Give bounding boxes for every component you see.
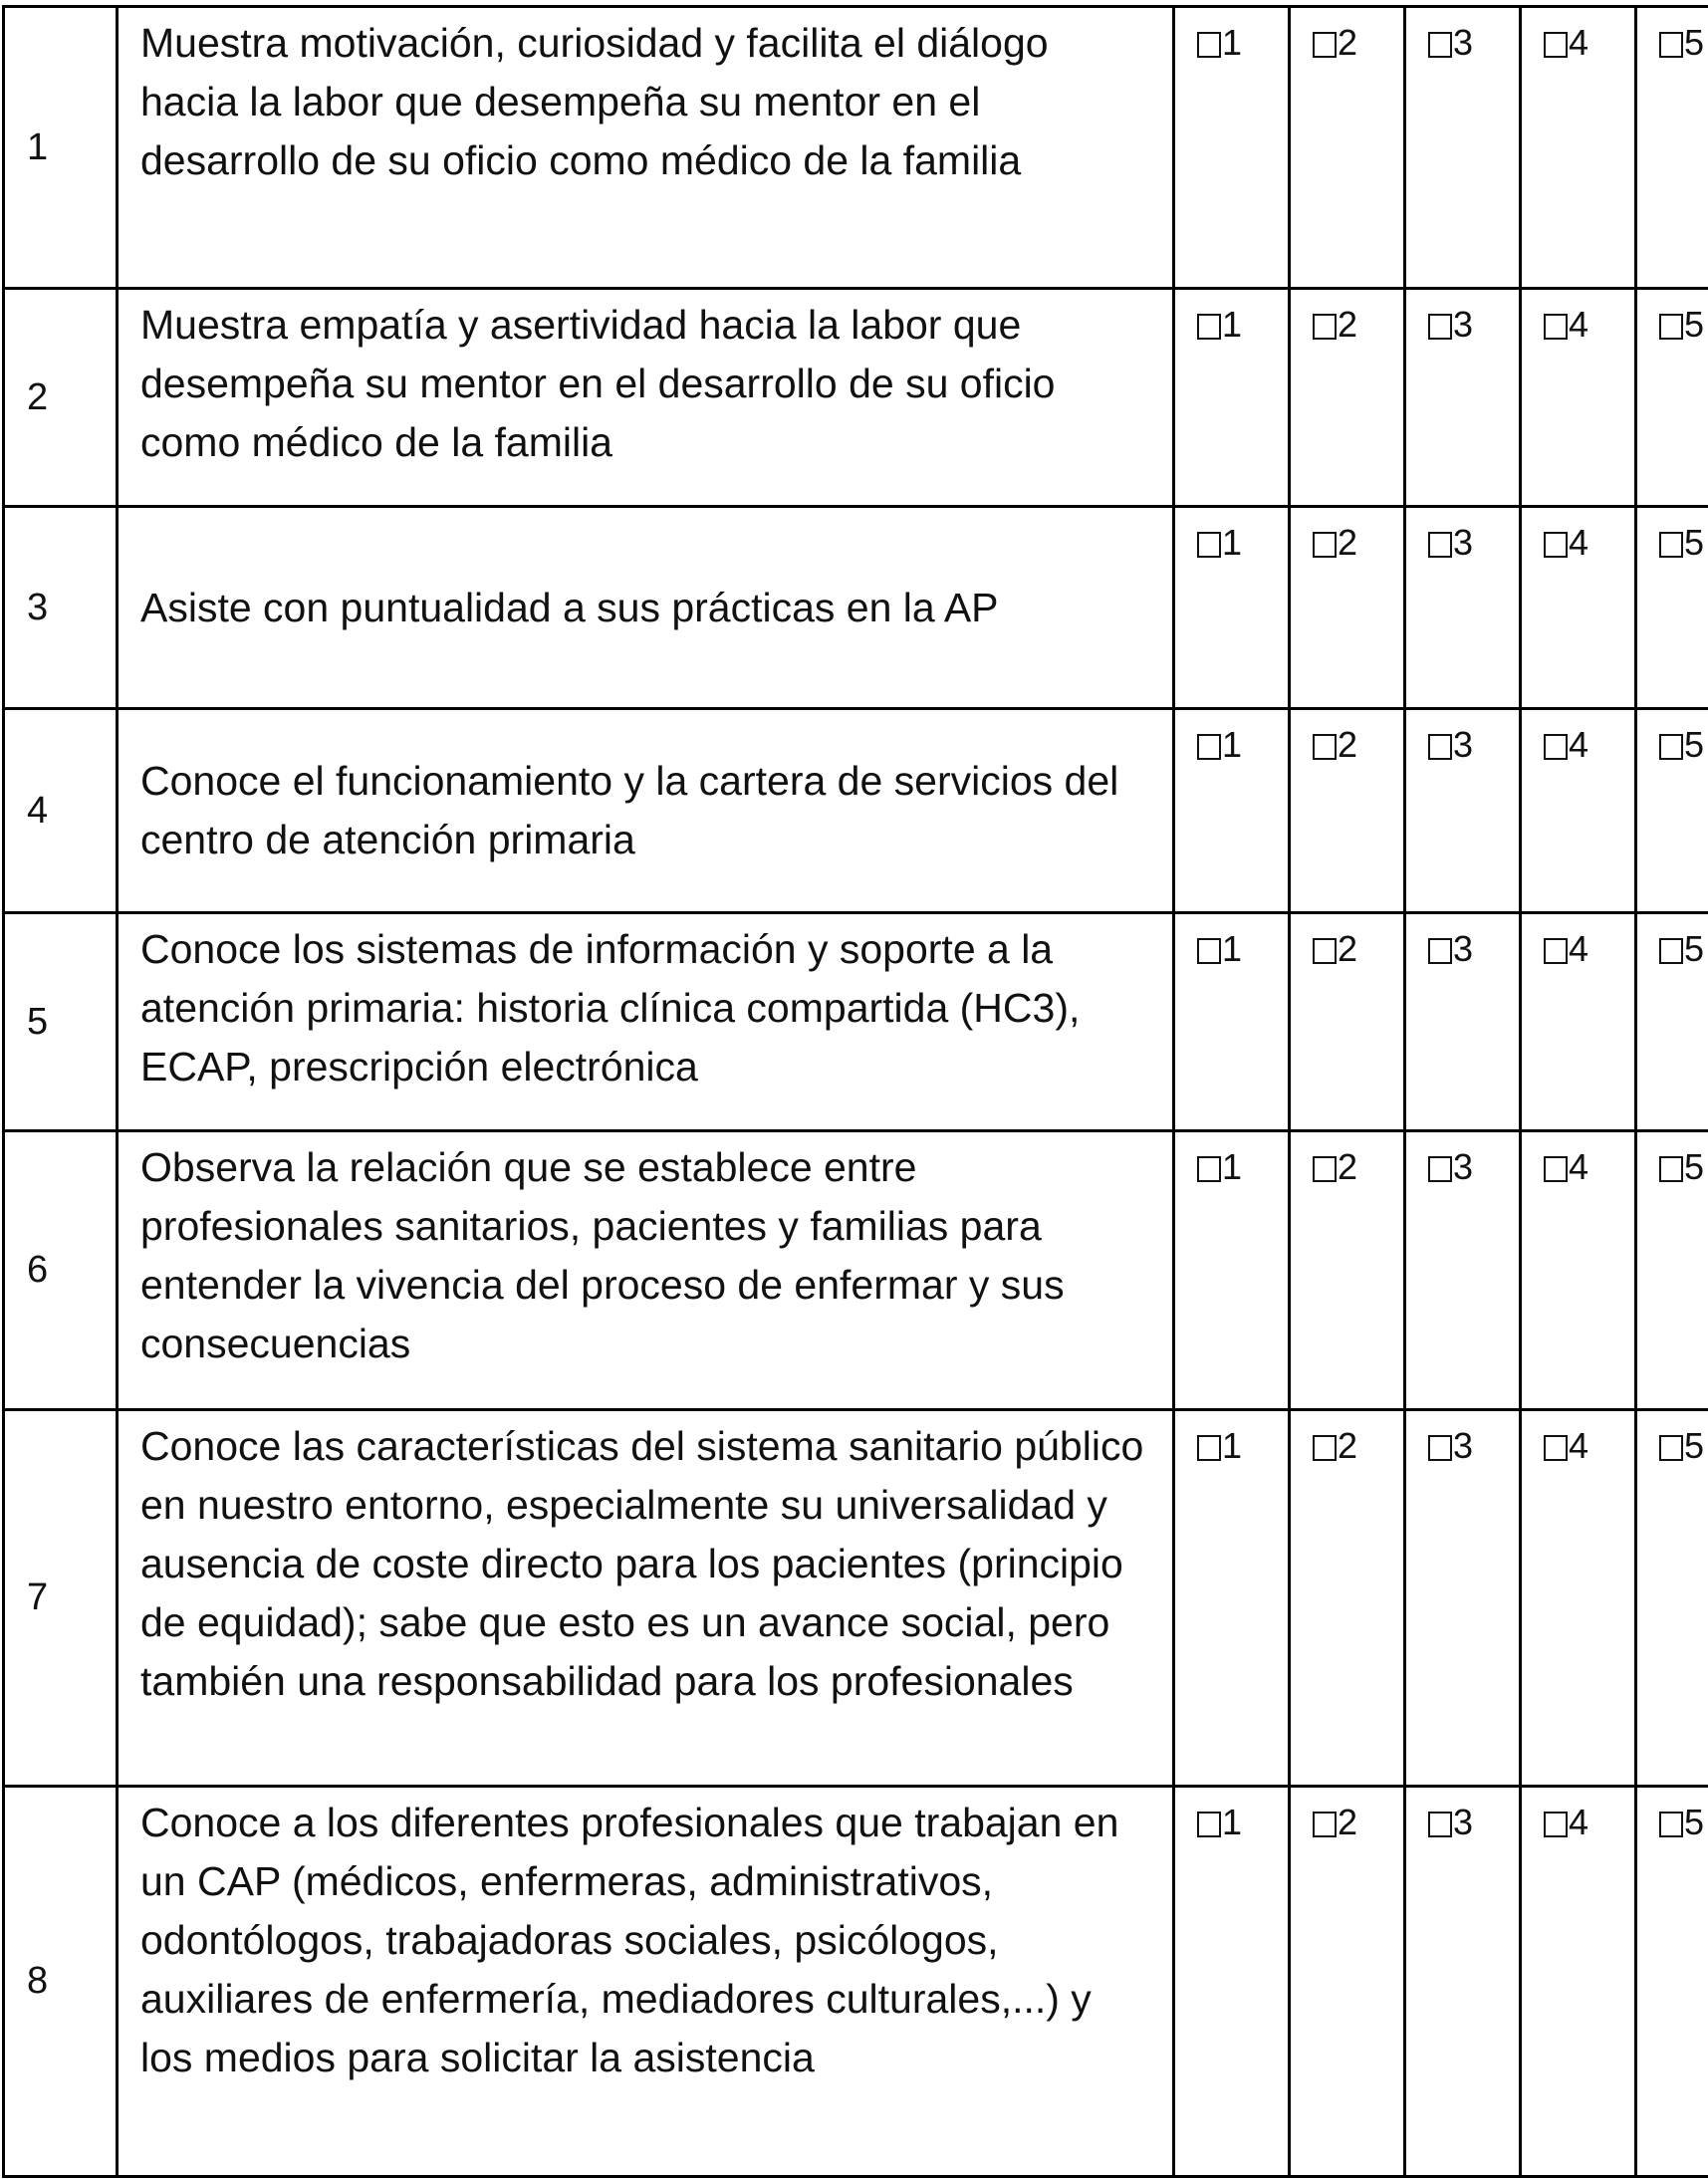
- checkbox-icon[interactable]: [1197, 1156, 1221, 1182]
- table-row: [4, 709, 1708, 913]
- checkbox-icon[interactable]: [1544, 734, 1568, 760]
- table-row: [4, 913, 1708, 1131]
- checkbox-icon[interactable]: [1544, 532, 1568, 558]
- checkbox-icon[interactable]: [1659, 1156, 1683, 1182]
- checkbox-icon[interactable]: [1313, 1435, 1337, 1461]
- rating-option-2[interactable]: 2: [1290, 913, 1405, 1131]
- rating-option-1[interactable]: 1: [1174, 289, 1290, 507]
- checkbox-icon[interactable]: [1197, 314, 1221, 340]
- rating-option-4[interactable]: 4: [1521, 1787, 1636, 2177]
- checkbox-icon[interactable]: [1197, 1812, 1221, 1837]
- checkbox-icon[interactable]: [1197, 938, 1221, 964]
- checkbox-icon[interactable]: [1197, 734, 1221, 760]
- checkbox-icon[interactable]: [1313, 1812, 1337, 1837]
- rating-option-5[interactable]: 5: [1636, 289, 1708, 507]
- table-row: [4, 289, 1708, 507]
- rating-option-4[interactable]: 4: [1521, 1410, 1636, 1787]
- rating-option-1[interactable]: 1: [1174, 1410, 1290, 1787]
- item-number: 5: [4, 913, 118, 1131]
- rating-option-4[interactable]: 4: [1521, 913, 1636, 1131]
- checkbox-icon[interactable]: [1313, 32, 1337, 58]
- item-text: Muestra empatía y asertividad hacia la labor que desempeña su mentor en el desarrollo de su oficio como médico de la familia: [118, 289, 1174, 507]
- item-number: 6: [4, 1131, 118, 1410]
- rating-option-5[interactable]: 5: [1636, 507, 1708, 709]
- rating-option-2[interactable]: 2: [1290, 1131, 1405, 1410]
- rating-table: [2, 5, 1708, 2178]
- rating-option-5[interactable]: 5: [1636, 7, 1708, 289]
- rating-option-4[interactable]: 4: [1521, 1131, 1636, 1410]
- checkbox-icon[interactable]: [1544, 938, 1568, 964]
- item-text: Observa la relación que se establece entre profesionales sanitarios, pacientes y familias para entender la vivencia del proceso de enfermar y sus consecuencias: [118, 1131, 1174, 1410]
- checkbox-icon[interactable]: [1313, 314, 1337, 340]
- checkbox-icon[interactable]: [1428, 32, 1452, 58]
- rating-option-1[interactable]: 1: [1174, 709, 1290, 913]
- checkbox-icon[interactable]: [1428, 1812, 1452, 1837]
- checkbox-icon[interactable]: [1428, 532, 1452, 558]
- rating-option-3[interactable]: 3: [1405, 1787, 1521, 2177]
- checkbox-icon[interactable]: [1197, 1435, 1221, 1461]
- checkbox-icon[interactable]: [1313, 1156, 1337, 1182]
- table-row: [4, 1410, 1708, 1787]
- rating-option-3[interactable]: 3: [1405, 1131, 1521, 1410]
- rating-option-1[interactable]: 1: [1174, 507, 1290, 709]
- rating-option-4[interactable]: 4: [1521, 709, 1636, 913]
- checkbox-icon[interactable]: [1544, 1435, 1568, 1461]
- rating-option-2[interactable]: 2: [1290, 709, 1405, 913]
- checkbox-icon[interactable]: [1313, 532, 1337, 558]
- rating-option-5[interactable]: 5: [1636, 1131, 1708, 1410]
- checkbox-icon[interactable]: [1659, 938, 1683, 964]
- rating-option-2[interactable]: 2: [1290, 1410, 1405, 1787]
- rating-option-3[interactable]: 3: [1405, 913, 1521, 1131]
- checkbox-icon[interactable]: [1313, 938, 1337, 964]
- item-text: Asiste con puntualidad a sus prácticas en la AP: [118, 507, 1174, 709]
- table-row: [4, 1787, 1708, 2177]
- item-number: 1: [4, 7, 118, 289]
- rating-option-5[interactable]: 5: [1636, 1787, 1708, 2177]
- checkbox-icon[interactable]: [1428, 1435, 1452, 1461]
- item-text: Conoce el funcionamiento y la cartera de servicios del centro de atención primaria: [118, 709, 1174, 913]
- checkbox-icon[interactable]: [1659, 734, 1683, 760]
- rating-option-2[interactable]: 2: [1290, 7, 1405, 289]
- item-text: Conoce a los diferentes profesionales que trabajan en un CAP (médicos, enfermeras, administrativos, odontólogos, trabajadoras sociales, psicólogos, auxiliares de enfermería, mediadores culturales,...) y los medios para solicitar la asistencia: [118, 1787, 1174, 2177]
- item-text: Conoce los sistemas de información y soporte a la atención primaria: historia clínica compartida (HC3), ECAP, prescripción electrónica: [118, 913, 1174, 1131]
- checkbox-icon[interactable]: [1659, 314, 1683, 340]
- rating-option-4[interactable]: 4: [1521, 289, 1636, 507]
- rating-option-4[interactable]: 4: [1521, 507, 1636, 709]
- rating-option-5[interactable]: 5: [1636, 709, 1708, 913]
- table-row: [4, 7, 1708, 289]
- rating-option-2[interactable]: 2: [1290, 507, 1405, 709]
- rating-option-2[interactable]: 2: [1290, 1787, 1405, 2177]
- item-text: Muestra motivación, curiosidad y facilita el diálogo hacia la labor que desempeña su mentor en el desarrollo de su oficio como médico de la familia: [118, 7, 1174, 289]
- checkbox-icon[interactable]: [1428, 1156, 1452, 1182]
- checkbox-icon[interactable]: [1659, 1812, 1683, 1837]
- checkbox-icon[interactable]: [1428, 314, 1452, 340]
- checkbox-icon[interactable]: [1659, 532, 1683, 558]
- item-text: Conoce las características del sistema sanitario público en nuestro entorno, especialmente su universalidad y ausencia de coste directo para los pacientes (principio de equidad); sabe que esto es un avance social, pero también una responsabilidad para los profesionales: [118, 1410, 1174, 1787]
- checkbox-icon[interactable]: [1544, 314, 1568, 340]
- checkbox-icon[interactable]: [1313, 734, 1337, 760]
- rating-option-1[interactable]: 1: [1174, 1131, 1290, 1410]
- checkbox-icon[interactable]: [1197, 532, 1221, 558]
- rating-option-3[interactable]: 3: [1405, 709, 1521, 913]
- rating-option-1[interactable]: 1: [1174, 913, 1290, 1131]
- rating-option-5[interactable]: 5: [1636, 913, 1708, 1131]
- item-number: 7: [4, 1410, 118, 1787]
- rating-option-1[interactable]: 1: [1174, 1787, 1290, 2177]
- rating-option-1[interactable]: 1: [1174, 7, 1290, 289]
- rating-option-3[interactable]: 3: [1405, 507, 1521, 709]
- checkbox-icon[interactable]: [1544, 32, 1568, 58]
- table-row: [4, 1131, 1708, 1410]
- rating-option-3[interactable]: 3: [1405, 7, 1521, 289]
- item-number: 2: [4, 289, 118, 507]
- checkbox-icon[interactable]: [1544, 1812, 1568, 1837]
- table-row: [4, 507, 1708, 709]
- checkbox-icon[interactable]: [1428, 938, 1452, 964]
- checkbox-icon[interactable]: [1544, 1156, 1568, 1182]
- checkbox-icon[interactable]: [1659, 1435, 1683, 1461]
- item-number: 3: [4, 507, 118, 709]
- item-number: 4: [4, 709, 118, 913]
- rating-option-3[interactable]: 3: [1405, 289, 1521, 507]
- rating-option-2[interactable]: 2: [1290, 289, 1405, 507]
- rating-option-5[interactable]: 5: [1636, 1410, 1708, 1787]
- checkbox-icon[interactable]: [1428, 734, 1452, 760]
- checkbox-icon[interactable]: [1197, 32, 1221, 58]
- checkbox-icon[interactable]: [1659, 32, 1683, 58]
- item-number: 8: [4, 1787, 118, 2177]
- rating-option-4[interactable]: 4: [1521, 7, 1636, 289]
- rating-option-3[interactable]: 3: [1405, 1410, 1521, 1787]
